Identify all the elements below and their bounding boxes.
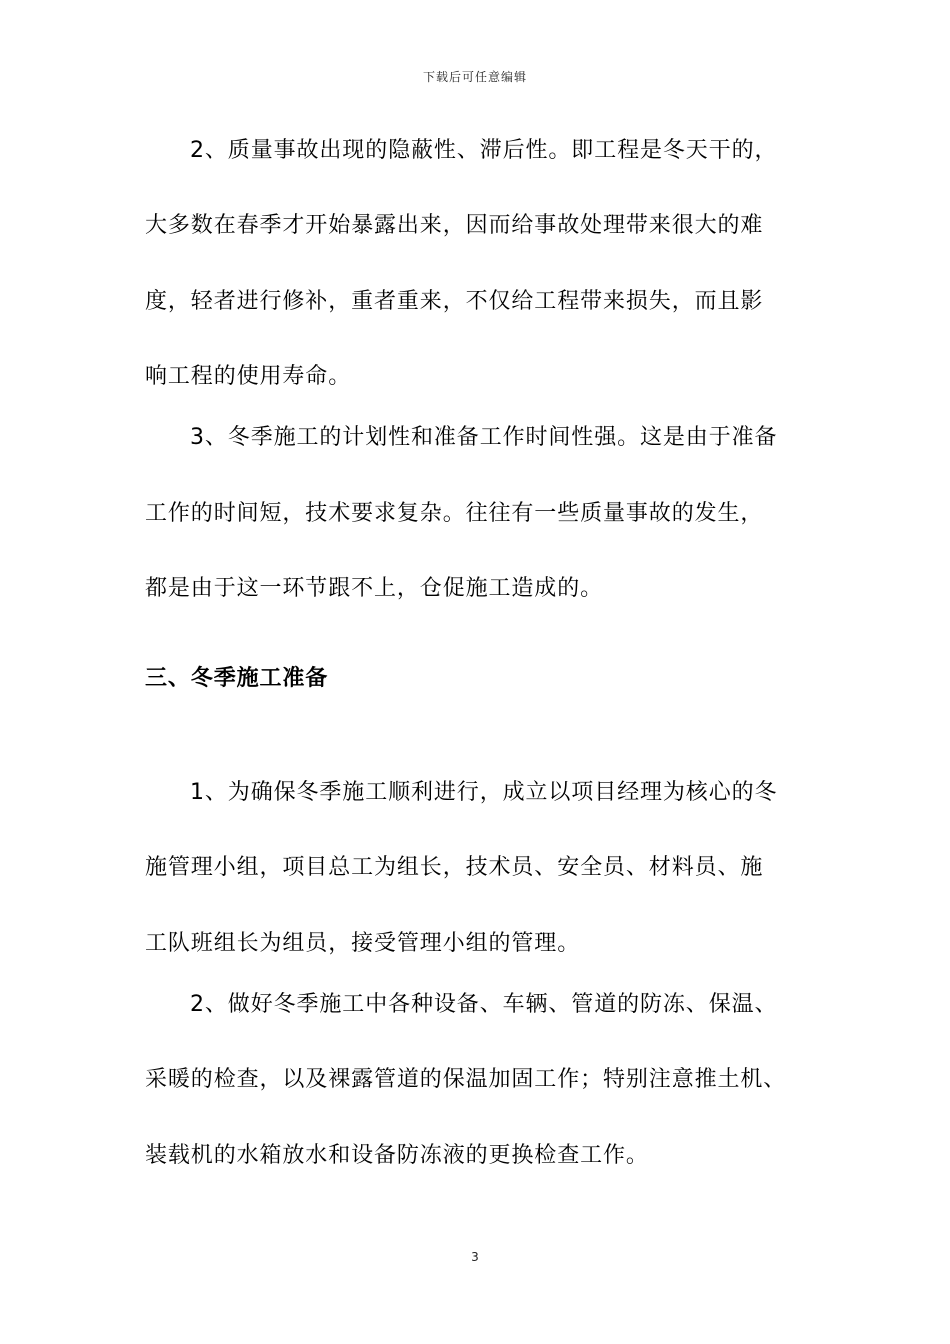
page-number: 3 <box>471 1250 479 1264</box>
paragraph-line: 施管理小组，项目总工为组长，技术员、安全员、材料员、施 <box>145 855 764 880</box>
paragraph-line: 1、为确保冬季施工顺利进行，成立以项目经理为核心的冬 <box>190 780 778 805</box>
paragraph-line: 3、冬季施工的计划性和准备工作时间性强。这是由于准备 <box>190 425 778 450</box>
paragraph-line: 响工程的使用寿命。 <box>145 364 352 389</box>
paragraph-line: 工作的时间短，技术要求复杂。往往有一些质量事故的发生， <box>145 501 764 526</box>
paragraph-line: 2、质量事故出现的隐蔽性、滞后性。即工程是冬天干的， <box>190 138 778 163</box>
paragraph-line: 度，轻者进行修补，重者重来，不仅给工程带来损失，而且影 <box>145 289 764 314</box>
paragraph-line: 采暖的检查，以及裸露管道的保温加固工作；特别注意推土机、 <box>145 1067 787 1092</box>
paragraph-line: 2、做好冬季施工中各种设备、车辆、管道的防冻、保温、 <box>190 992 778 1017</box>
page-header-note: 下载后可任意编辑 <box>422 70 527 84</box>
section-heading: 三、冬季施工准备 <box>145 666 329 691</box>
paragraph-line: 装载机的水箱放水和设备防冻液的更换检查工作。 <box>145 1143 649 1168</box>
paragraph-line: 工队班组长为组员，接受管理小组的管理。 <box>145 931 581 956</box>
paragraph-line: 大多数在春季才开始暴露出来，因而给事故处理带来很大的难 <box>145 213 764 238</box>
paragraph-line: 都是由于这一环节跟不上，仓促施工造成的。 <box>145 576 604 601</box>
